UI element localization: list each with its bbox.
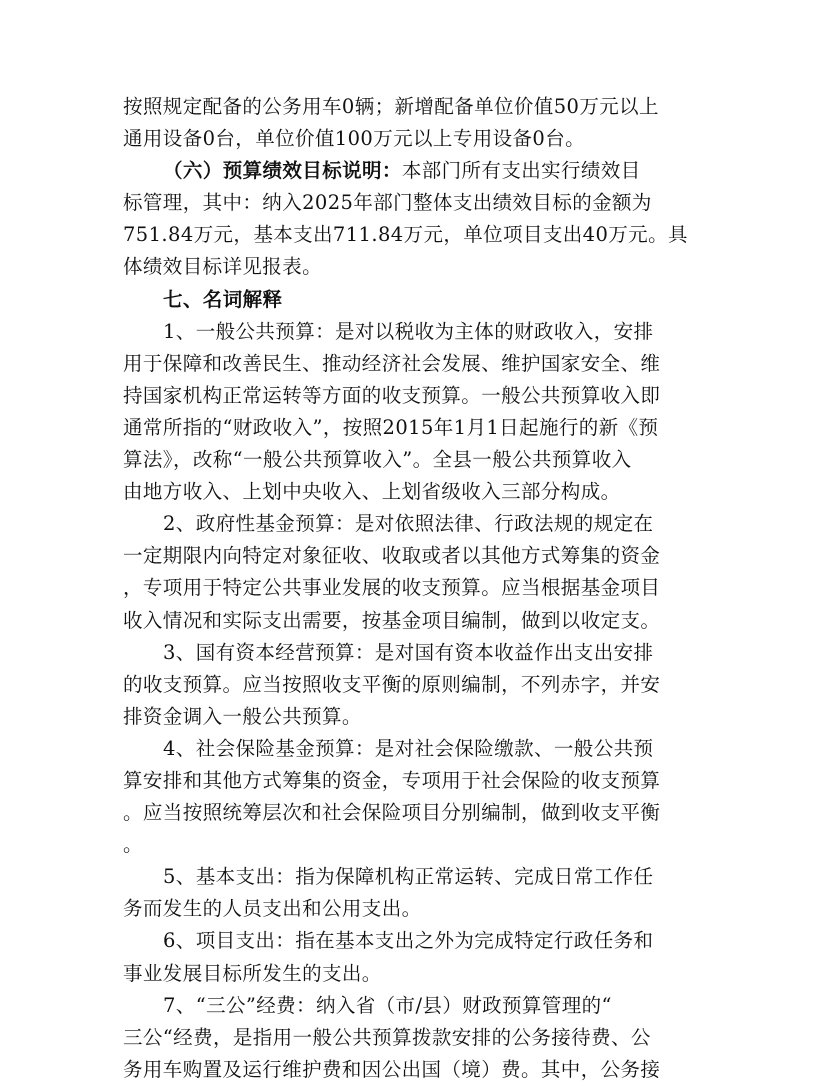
text-line: 。应当按照统筹层次和社会保险项目分别编制，做到收支平衡 [123,801,661,825]
text-line [123,155,700,187]
text-line: 通用设备0台，单位价值100万元以上专用设备0台。 [123,127,586,151]
text-line: 务而发生的人员支出和公用支出。 [123,897,422,921]
text-line: 排资金调入一般公共预算。 [123,704,362,728]
document-body [123,91,700,1086]
text-line: 务用车购置及运行维护费和因公出国（境）费。其中，公务接 [123,1057,661,1081]
text-line: 。 [123,833,143,857]
text-line: 算法》，改称“一般公共预算收入”。全县一般公共预算收入 [123,448,632,472]
text-line: 6、项目支出：指在基本支出之外为完成特定行政任务和 [163,929,654,953]
text-line: 由地方收入、上划中央收入、上划省级收入三部分构成。 [123,480,621,504]
text-line: 一定期限内向特定对象征收、收取或者以其他方式筹集的资金 [123,544,661,568]
section-label: （六）预算绩效目标说明： [163,159,402,183]
text-line: 体绩效目标详见报表。 [123,255,323,279]
text-line: 三公“经费，是指用一般公共预算拨款安排的公务接待费、公 [123,1025,651,1049]
text-line: 事业发展目标所发生的支出。 [123,961,382,985]
text-span: 本部门所有支出实行绩效目 [401,159,641,183]
text-line: 算安排和其他方式筹集的资金，专项用于社会保险的收支预算 [123,768,661,792]
text-line: 5、基本支出：指为保障机构正常运转、完成日常工作任 [163,865,654,889]
text-line: 标管理，其中：纳入2025年部门整体支出绩效目标的金额为 [123,191,652,215]
text-line: 持国家机构正常运转等方面的收支预算。一般公共预算收入即 [123,383,661,407]
text-line: ，专项用于特定公共事业发展的收支预算。应当根据基金项目 [123,576,661,600]
text-line: 4、社会保险基金预算：是对社会保险缴款、一般公共预 [163,736,654,760]
text-line: 2、政府性基金预算：是对依照法律、行政法规的规定在 [163,512,654,536]
text-line: 751.84万元，基本支出711.84万元，单位项目支出40万元。具 [123,223,688,247]
text-line: 7、“三公”经费：纳入省（市/县）财政预算管理的“ [163,993,612,1017]
text-line: 1、一般公共预算：是对以税收为主体的财政收入，安排 [163,319,654,343]
text-line: 3、国有资本经营预算：是对国有资本收益作出支出安排 [163,640,654,664]
text-line: 收入情况和实际支出需要，按基金项目编制，做到以收定支。 [123,608,661,632]
text-line: 的收支预算。应当按照收支平衡的原则编制，不列赤字，并安 [123,672,661,696]
section-heading: 七、名词解释 [163,287,283,311]
text-line: 按照规定配备的公务用车0辆；新增配备单位价值50万元以上 [123,95,659,118]
text-line: 用于保障和改善民生、推动经济社会发展、维护国家安全、维 [123,351,661,375]
text-line: 通常所指的“财政收入”，按照2015年1月1日起施行的新《预 [123,415,659,439]
